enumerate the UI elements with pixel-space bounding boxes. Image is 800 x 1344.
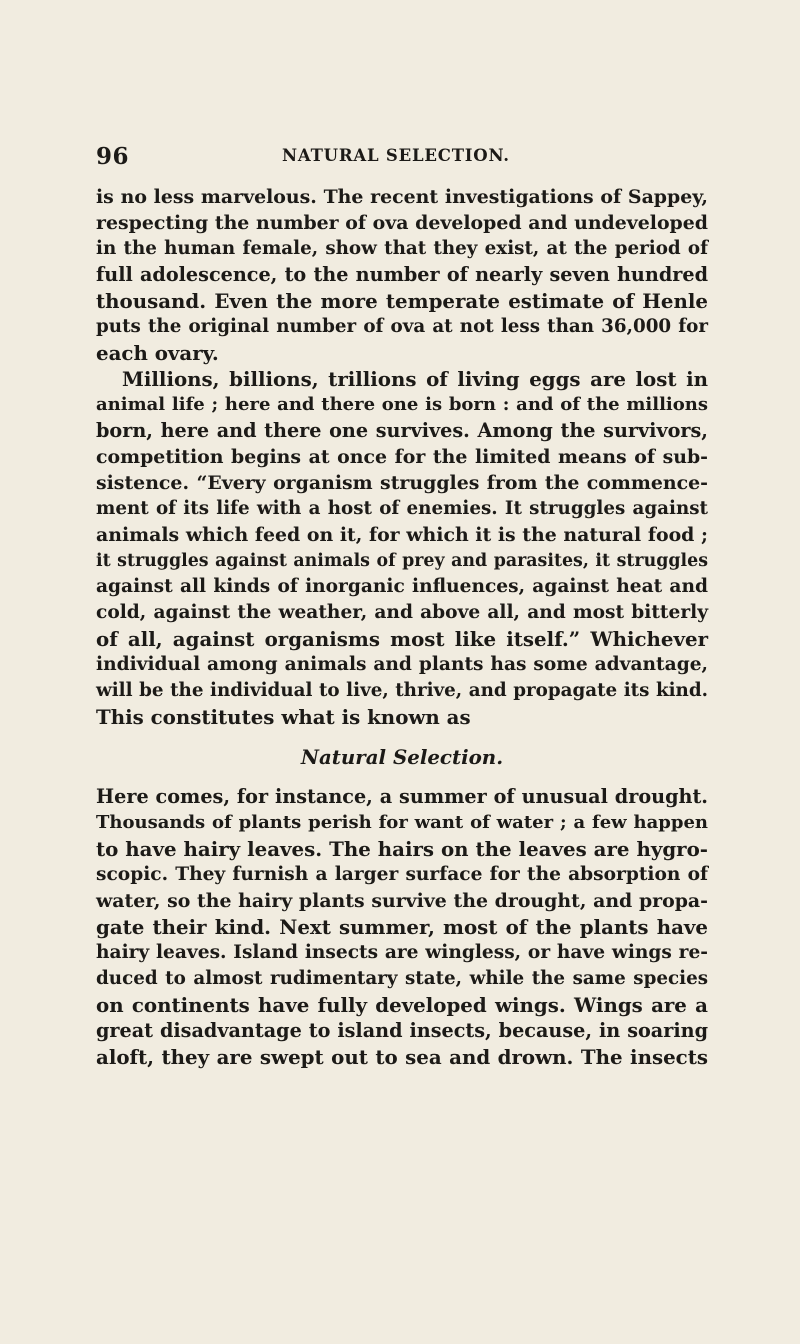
text-line: in the human female, show that they exist, at the period of [96, 238, 708, 259]
text-line: will be the individual to live, thrive, and propagate its kind. [96, 680, 708, 701]
text-line: is no less marvelous. The recent investigations of Sappey, [96, 186, 708, 208]
text-line: cold, against the weather, and above all, and most bitterly [96, 602, 708, 623]
paragraph-2 [96, 366, 708, 730]
page-number: 96 [96, 143, 130, 170]
text-line: Millions, billions, trillions of living eggs are lost in [122, 367, 708, 391]
text-line: Here comes, for instance, a summer of unusual drought. [96, 785, 708, 808]
text-line: on continents have fully developed wings. Wings are a [96, 993, 708, 1017]
text-line: individual among animals and plants has some advantage, [96, 654, 708, 675]
text-line: animals which feed on it, for which it is the natural food ; [96, 524, 708, 546]
text-line: aloft, they are swept out to sea and drown. The insects [96, 1045, 708, 1069]
body-text [96, 184, 708, 1070]
text-line: Thousands of plants perish for want of water ; a few happen [96, 812, 708, 833]
text-line: against all kinds of inorganic influences, against heat and [96, 576, 708, 597]
text-line: hairy leaves. Island insects are wingless, or have wings re- [96, 942, 708, 963]
text-line: duced to almost rudimentary state, while the same species [96, 968, 708, 989]
running-head: NATURAL SELECTION. [282, 146, 510, 165]
text-line: each ovary. [96, 341, 219, 365]
text-line: sistence. “Every organism struggles from the commence- [96, 472, 708, 494]
text-line: This constitutes what is known as [96, 705, 471, 729]
text-line: respecting the number of ova developed and undeveloped [96, 212, 708, 234]
text-line: puts the original number of ova at not less than 36,000 for [96, 316, 708, 337]
text-line: scopic. They furnish a larger surface for the absorption of [96, 864, 708, 885]
text-line: to have hairy leaves. The hairs on the leaves are hygro- [96, 837, 708, 861]
text-line: great disadvantage to island insects, because, in soaring [96, 1019, 708, 1042]
text-line: born, here and there one survives. Among the survivors, [96, 419, 708, 442]
text-line: competition begins at once for the limited means of sub- [96, 446, 708, 468]
text-line: full adolescence, to the number of nearly seven hundred [96, 263, 708, 286]
text-line: thousand. Even the more temperate estimate of Henle [96, 289, 708, 313]
text-line: ment of its life with a host of enemies. It struggles against [96, 498, 708, 519]
text-line: water, so the hairy plants survive the drought, and propa- [96, 890, 708, 912]
text-line: it struggles against animals of prey and parasites, it struggles [96, 551, 708, 571]
text-line: of all, against organisms most like itself.” Whichever [96, 627, 708, 651]
text-line: animal life ; here and there one is born : and of the millions [96, 394, 708, 415]
page-header [96, 143, 708, 169]
paragraph-3 [96, 784, 708, 1070]
section-heading: Natural Selection. [300, 745, 504, 769]
text-line: gate their kind. Next summer, most of the plants have [96, 915, 708, 939]
paragraph-1 [96, 184, 708, 366]
